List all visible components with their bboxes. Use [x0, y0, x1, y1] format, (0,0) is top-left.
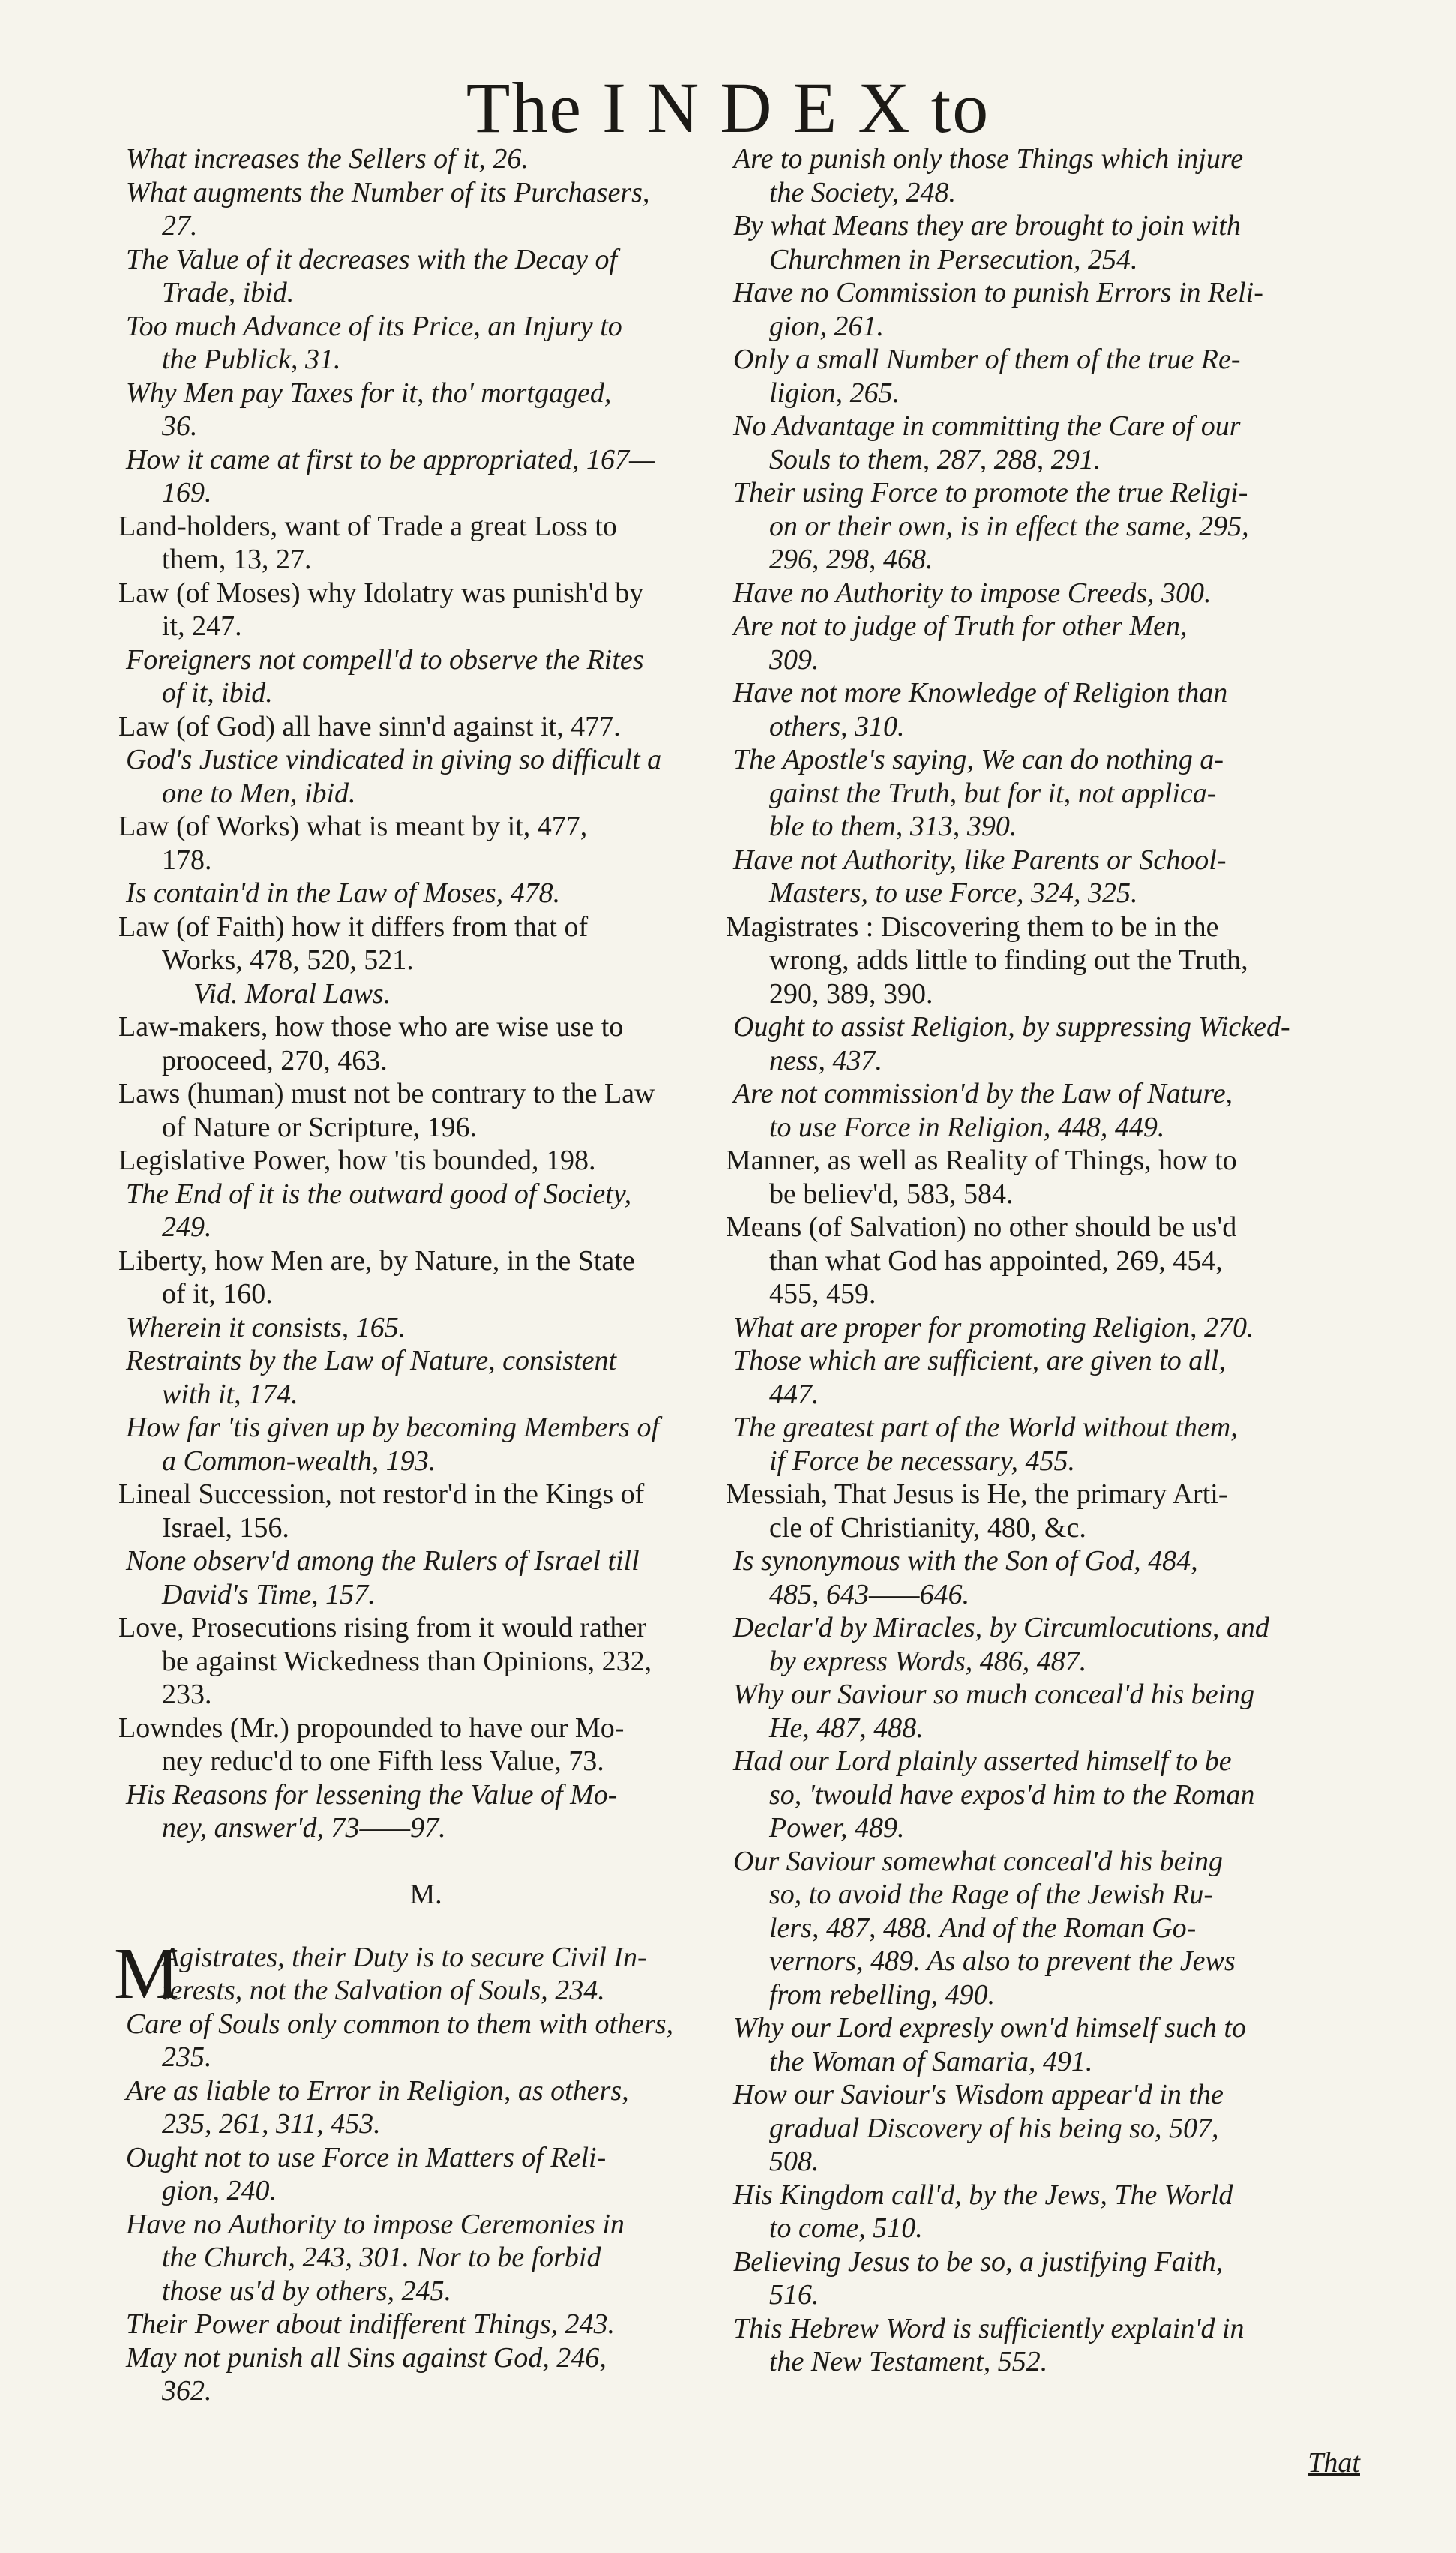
index-entry [118, 1244, 733, 1311]
entry-line: Law-makers, how those who are wise use to [118, 1011, 624, 1042]
entry-line: others, 310. [769, 710, 905, 742]
entry-line: He, 487, 488. [769, 1712, 924, 1744]
entry-line: of Nature or Scripture, 196. [162, 1111, 477, 1143]
entry-line: May not punish all Sins against God, 246, [126, 2342, 607, 2374]
index-entry [118, 1778, 733, 1845]
index-entry [726, 1411, 1363, 1478]
entry-line: Our Saviour somewhat conceal'd his being [733, 1845, 1223, 1877]
entry-line: gradual Discovery of his being so, 507, [769, 2112, 1219, 2144]
entry-line: those us'd by others, 245. [162, 2275, 451, 2307]
entry-line: gion, 240. [162, 2175, 277, 2206]
index-entry [118, 176, 733, 243]
entry-line: Ought to assist Religion, by suppressing Wicked- [733, 1011, 1290, 1042]
index-entry [118, 510, 733, 577]
entry-line: Lowndes (Mr.) propounded to have our Mo- [118, 1712, 625, 1744]
entry-line: Have not more Knowledge of Religion than [733, 677, 1228, 709]
entry-line: lers, 487, 488. And of the Roman Go- [769, 1912, 1197, 1944]
dropcap-entry [114, 1933, 733, 2014]
entry-line: 36. [162, 410, 198, 442]
entry-line: the Woman of Samaria, 491. [769, 2045, 1093, 2078]
index-entries-l [118, 142, 733, 1845]
index-entry [726, 1744, 1363, 1845]
index-entry [726, 142, 1363, 209]
index-column-right [726, 142, 1363, 2379]
entry-line: 178. [162, 844, 212, 876]
entry-line: His Reasons for lessening the Value of Mo- [126, 1778, 618, 1810]
index-entry [118, 2074, 733, 2141]
index-entry [118, 1077, 733, 1144]
entry-line: Why our Lord expresly own'd himself such to [733, 2012, 1246, 2044]
index-entry [726, 276, 1363, 343]
index-entry [118, 1712, 733, 1778]
entry-line: 235, 261, 311, 453. [162, 2108, 381, 2140]
index-entry [118, 877, 733, 910]
entry-line: Only a small Number of them of the true Re- [733, 344, 1241, 375]
entry-line: Have no Authority to impose Ceremonies in [126, 2208, 625, 2240]
index-entry [118, 1178, 733, 1244]
entry-line: with it, 174. [162, 1378, 298, 1410]
index-entry [118, 1411, 733, 1478]
entry-line: to use Force in Religion, 448, 449. [769, 1111, 1165, 1143]
index-entry [118, 243, 733, 310]
entry-line: The End of it is the outward good of Society, [126, 1178, 632, 1210]
entry-line: vernors, 489. As also to prevent the Jews [769, 1946, 1236, 1977]
index-entry [726, 2012, 1363, 2078]
entry-line: What are proper for promoting Religion, 270. [733, 1311, 1254, 1343]
entry-line: the Society, 248. [769, 176, 957, 208]
index-entry [118, 443, 733, 510]
entry-line: Law (of Faith) how it differs from that of [118, 910, 589, 943]
entry-line: Agistrates, their Duty is to secure Civil In- [162, 1941, 647, 1973]
index-entry [118, 710, 733, 744]
index-entry [726, 1010, 1363, 1077]
entry-line: the Church, 243, 301. Nor to be forbid [162, 2242, 601, 2273]
entry-line: of it, ibid. [162, 677, 273, 709]
entry-line: them, 13, 27. [162, 544, 312, 575]
entry-line: Power, 489. [769, 1812, 905, 1844]
entry-line: Those which are sufficient, are given to all, [733, 1345, 1226, 1376]
entry-line: Are not to judge of Truth for other Men, [733, 610, 1188, 642]
index-entry [726, 1678, 1363, 1744]
entry-line: 290, 389, 390. [769, 977, 933, 1010]
entry-line: cle of Christianity, 480, &c. [769, 1511, 1086, 1544]
entry-line: Laws (human) must not be contrary to the Law [118, 1078, 655, 1109]
entry-line: prooceed, 270, 463. [162, 1044, 388, 1076]
index-entry [118, 2208, 733, 2308]
index-entry [726, 1144, 1363, 1210]
entry-line: if Force be necessary, 455. [769, 1444, 1076, 1477]
index-entry [726, 410, 1363, 476]
entry-line: it, 247. [162, 610, 242, 642]
entry-line: Vid. Moral Laws. [193, 977, 391, 1010]
entry-line: How our Saviour's Wisdom appear'd in the [733, 2079, 1224, 2110]
entry-line: Manner, as well as Reality of Things, how to [726, 1144, 1237, 1176]
entry-line: 516. [769, 2279, 819, 2311]
entry-line: Declar'd by Miracles, by Circumlocutions, and [733, 1612, 1269, 1643]
index-entry [118, 310, 733, 376]
entry-line: Churchmen in Persecution, 254. [769, 243, 1138, 275]
index-entry [118, 1144, 733, 1178]
index-entry [118, 577, 733, 644]
entry-line: Are to punish only those Things which injure [733, 143, 1244, 175]
entry-line: Magistrates : Discovering them to be in the [726, 910, 1219, 943]
entry-line: 235. [162, 2042, 212, 2073]
entry-line: of it, 160. [162, 1278, 273, 1310]
entry-line: What augments the Number of its Purchasers, [126, 176, 650, 208]
entry-line: God's Justice vindicated in giving so difficult a [126, 744, 662, 776]
index-entry [726, 1210, 1363, 1311]
index-entry [726, 743, 1363, 844]
entry-line: a Common-wealth, 193. [162, 1444, 436, 1477]
entry-line: 296, 298, 468. [769, 544, 933, 575]
index-entry [118, 644, 733, 710]
entry-line: Believing Jesus to be so, a justifying Faith, [733, 2246, 1224, 2278]
index-entry [118, 2141, 733, 2208]
index-entry [118, 910, 733, 977]
entry-line: 508. [769, 2146, 819, 2177]
entry-line: Have not Authority, like Parents or School- [733, 844, 1227, 876]
entry-line: the New Testament, 552. [769, 2346, 1048, 2378]
index-entry [118, 1544, 733, 1611]
entry-line: Their Power about indifferent Things, 243. [126, 2308, 615, 2340]
entry-line: Ought not to use Force in Matters of Reli- [126, 2141, 607, 2174]
index-entry [118, 1010, 733, 1077]
entry-line: No Advantage in committing the Care of our [733, 410, 1241, 442]
entry-line: gion, 261. [769, 310, 885, 342]
drop-cap-letter: M [114, 1933, 180, 2014]
entry-line: Why Men pay Taxes for it, tho' mortgaged, [126, 376, 612, 409]
index-entry [118, 1478, 733, 1544]
index-entry [118, 810, 733, 877]
entry-line: Wherein it consists, 165. [126, 1311, 406, 1343]
index-entry [118, 977, 733, 1011]
entry-line: How it came at first to be appropriated, 167— [126, 443, 655, 476]
index-entry [118, 1611, 733, 1712]
entry-line: Law (of Moses) why Idolatry was punish'd by [118, 577, 644, 609]
section-letter: M. [409, 1878, 442, 1910]
entry-line: Foreigners not compell'd to observe the Rites [126, 644, 644, 676]
index-entry [726, 2179, 1363, 2246]
entry-line: 485, 643——646. [769, 1578, 970, 1610]
entry-line: Works, 478, 520, 521. [162, 944, 414, 976]
entry-line: ney, answer'd, 73——97. [162, 1812, 446, 1844]
index-entry [726, 910, 1363, 1011]
entry-line: Their using Force to promote the true Religi- [733, 477, 1248, 508]
entry-line: The Apostle's saying, We can do nothing a- [733, 744, 1224, 776]
entry-line: Land-holders, want of Trade a great Loss to [118, 510, 617, 542]
index-entries-r [726, 142, 1363, 2379]
entry-line: from rebelling, 490. [769, 1978, 996, 2011]
index-entry [726, 2312, 1363, 2379]
entry-line: Lineal Succession, not restor'd in the Kings of [118, 1478, 645, 1510]
index-entry [726, 1544, 1363, 1611]
entry-line: By what Means they are brought to join with [733, 210, 1241, 242]
entry-line: Israel, 156. [162, 1511, 289, 1544]
entry-line: Had our Lord plainly asserted himself to be [733, 1745, 1232, 1777]
entry-line: 455, 459. [769, 1278, 876, 1310]
entry-line: the Publick, 31. [162, 344, 341, 375]
index-entry [726, 2246, 1363, 2312]
index-entry [726, 1077, 1363, 1144]
index-entry [726, 1478, 1363, 1544]
entry-line: None observ'd among the Rulers of Israel till [126, 1545, 640, 1576]
index-entry [726, 1311, 1363, 1345]
entry-line: than what God has appointed, 269, 454, [769, 1244, 1223, 1276]
entry-line: Care of Souls only common to them with others, [126, 2008, 674, 2040]
entry-line: His Kingdom call'd, by the Jews, The World [733, 2179, 1233, 2211]
entry-line: Legislative Power, how 'tis bounded, 198. [118, 1144, 596, 1176]
index-entry [726, 2078, 1363, 2179]
entry-line: Masters, to use Force, 324, 325. [769, 878, 1138, 909]
index-entry [726, 844, 1363, 910]
entry-line: Law (of God) all have sinn'd against it, 477. [118, 710, 621, 742]
entry-line: Have no Authority to impose Creeds, 300. [733, 577, 1212, 609]
entry-line: 362. [162, 2375, 212, 2407]
index-entry [118, 743, 733, 810]
entry-line: wrong, adds little to finding out the Truth, [769, 944, 1248, 976]
entry-line: David's Time, 157. [162, 1578, 376, 1610]
entry-line: ney reduc'd to one Fifth less Value, 73. [162, 1745, 604, 1777]
index-entry [726, 577, 1363, 610]
entry-line: Are as liable to Error in Religion, as others, [126, 2074, 629, 2107]
entry-line: Have no Commission to punish Errors in Reli- [733, 277, 1263, 308]
index-entry [118, 376, 733, 443]
index-entry [726, 676, 1363, 743]
entry-line: Restraints by the Law of Nature, consistent [126, 1345, 617, 1376]
index-entry [726, 1611, 1363, 1678]
entry-line: so, to avoid the Rage of the Jewish Ru- [769, 1879, 1214, 1910]
entry-line: How far 'tis given up by becoming Members of [126, 1412, 660, 1443]
entry-line: Too much Advance of its Price, an Injury to [126, 310, 622, 342]
page-title: The I N D E X to [466, 68, 990, 148]
entry-line: ness, 437. [769, 1044, 882, 1076]
entry-line: 309. [769, 644, 819, 676]
entry-line: by express Words, 486, 487. [769, 1645, 1087, 1677]
entry-line: Trade, ibid. [162, 277, 295, 308]
index-column-left [114, 142, 733, 2408]
entry-line: Messiah, That Jesus is He, the primary Arti- [726, 1478, 1228, 1510]
entry-line: Love, Prosecutions rising from it would rather [118, 1612, 646, 1643]
entry-line: Are not commission'd by the Law of Nature, [733, 1078, 1233, 1109]
entry-line: one to Men, ibid. [162, 777, 356, 809]
index-entry [118, 1311, 733, 1345]
entry-line: be against Wickedness than Opinions, 232, [162, 1645, 652, 1677]
index-entry [118, 2342, 733, 2408]
entry-line: 447. [769, 1378, 819, 1410]
index-entries-m [118, 2008, 733, 2408]
entry-line: 27. [162, 210, 198, 242]
entry-line: 169. [162, 477, 212, 508]
index-entry [726, 209, 1363, 276]
index-entry [118, 142, 733, 176]
entry-line: What increases the Sellers of it, 26. [126, 143, 529, 175]
entry-line: terests, not the Salvation of Souls, 234. [162, 1975, 605, 2006]
entry-line: 249. [162, 1211, 212, 1243]
entry-line: be believ'd, 583, 584. [769, 1178, 1014, 1210]
index-entry [726, 1344, 1363, 1411]
entry-line: Law (of Works) what is meant by it, 477, [118, 811, 588, 842]
catchword: That [1308, 2447, 1360, 2479]
index-entry [726, 610, 1363, 676]
entry-line: The greatest part of the World without them, [733, 1412, 1238, 1443]
entry-line: ligion, 265. [769, 376, 900, 409]
index-entry [726, 1845, 1363, 2012]
entry-line: Why our Saviour so much conceal'd his being [733, 1678, 1255, 1710]
index-entry [726, 476, 1363, 577]
entry-line: Souls to them, 287, 288, 291. [769, 443, 1101, 476]
index-entry [118, 2308, 733, 2342]
entry-line: The Value of it decreases with the Decay of [126, 243, 617, 275]
entry-line: This Hebrew Word is sufficiently explain'd in [733, 2312, 1245, 2344]
entry-line: so, 'twould have expos'd him to the Roman [769, 1778, 1255, 1810]
entry-line: Is contain'd in the Law of Moses, 478. [126, 878, 561, 909]
entry-line: gainst the Truth, but for it, not applica- [769, 777, 1217, 809]
index-entry [118, 2008, 733, 2074]
entry-line: 233. [162, 1678, 212, 1710]
entry-line: ble to them, 313, 390. [769, 811, 1017, 842]
index-entry [726, 343, 1363, 410]
entry-line: Means (of Salvation) no other should be us'd [726, 1211, 1237, 1243]
entry-line: to come, 510. [769, 2212, 923, 2244]
entry-line: Is synonymous with the Son of God, 484, [733, 1545, 1198, 1576]
entry-line: on or their own, is in effect the same, 295, [769, 510, 1249, 542]
index-entry [118, 1344, 733, 1411]
entry-line: Liberty, how Men are, by Nature, in the State [118, 1244, 635, 1276]
